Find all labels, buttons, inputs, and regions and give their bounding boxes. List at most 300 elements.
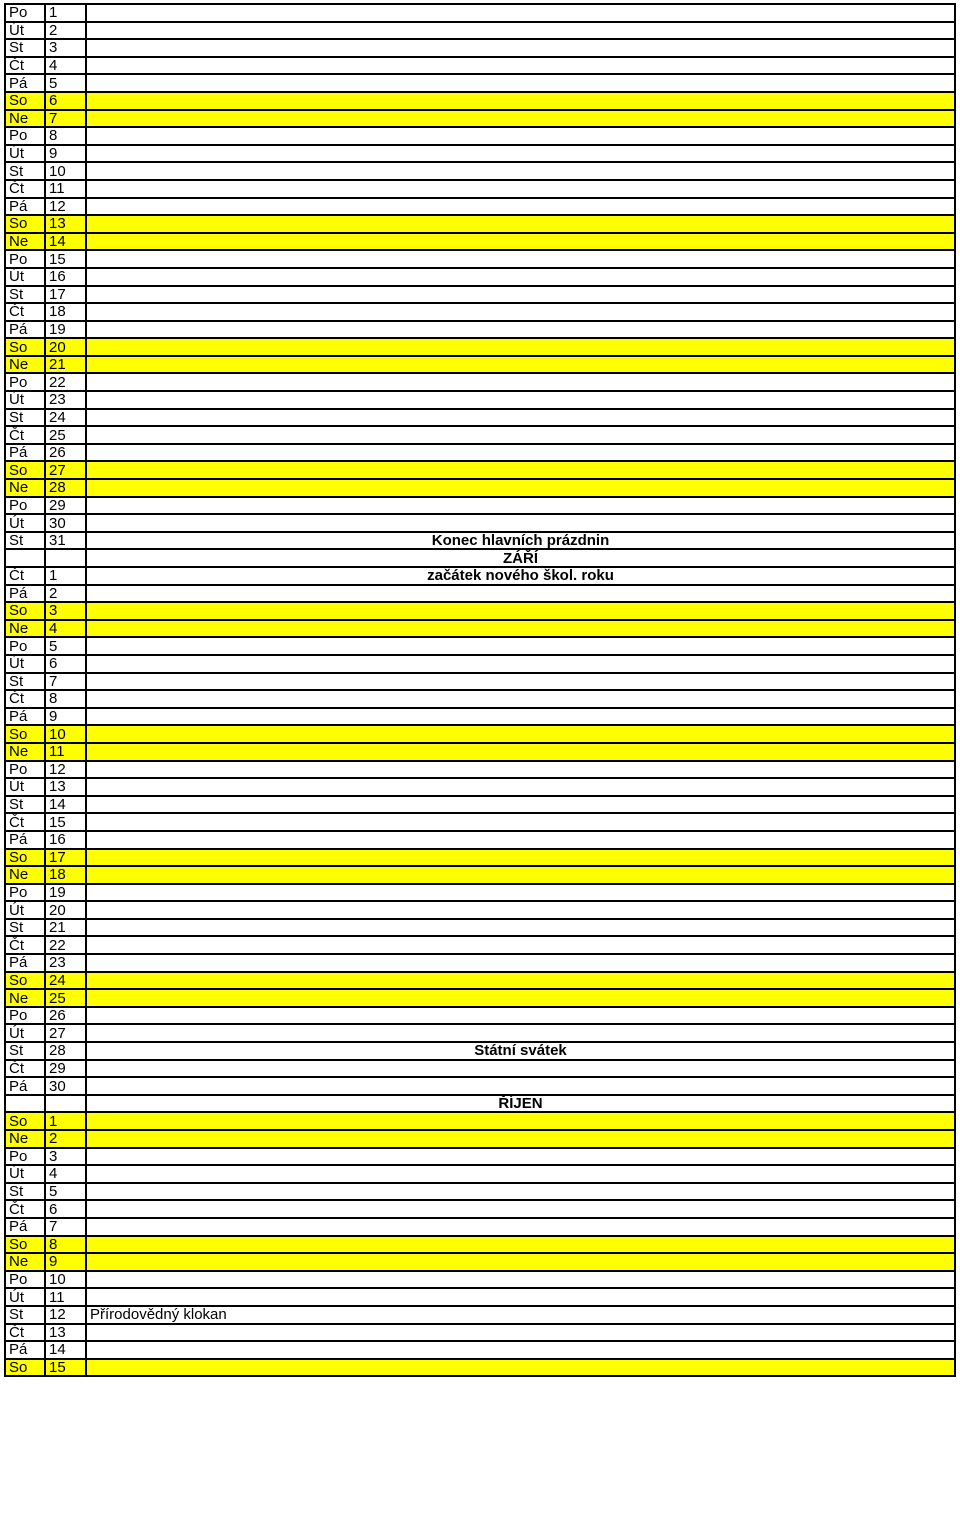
note-cell[interactable] <box>86 198 955 216</box>
weekday-cell[interactable]: Po <box>5 4 45 22</box>
date-cell[interactable]: 1 <box>45 1112 86 1130</box>
calendar-row <box>5 1112 955 1130</box>
note-cell[interactable] <box>86 39 955 57</box>
weekday-cell[interactable]: Út <box>5 1288 45 1306</box>
calendar-row <box>5 743 955 761</box>
date-cell[interactable]: 30 <box>45 514 86 532</box>
calendar-row <box>5 162 955 180</box>
weekday-cell[interactable]: So <box>5 1112 45 1130</box>
weekday-cell[interactable]: Út <box>5 1024 45 1042</box>
date-cell[interactable]: 7 <box>45 110 86 128</box>
calendar-row <box>5 338 955 356</box>
weekday-cell[interactable]: So <box>5 215 45 233</box>
calendar-row <box>5 4 955 22</box>
date-cell[interactable]: 4 <box>45 57 86 75</box>
weekday-cell[interactable]: So <box>5 1359 45 1377</box>
weekday-cell[interactable] <box>5 1095 45 1113</box>
weekday-cell[interactable]: Ne <box>5 356 45 374</box>
weekday-cell[interactable]: Čt <box>5 1324 45 1342</box>
note-cell[interactable] <box>86 373 955 391</box>
date-cell[interactable]: 10 <box>45 162 86 180</box>
calendar-row <box>5 391 955 409</box>
weekday-cell[interactable]: Pá <box>5 321 45 339</box>
date-cell[interactable]: 24 <box>45 409 86 427</box>
calendar-row <box>5 1253 955 1271</box>
note-cell[interactable] <box>86 585 955 603</box>
weekday-cell[interactable]: Út <box>5 778 45 796</box>
date-cell[interactable]: 12 <box>45 761 86 779</box>
weekday-cell[interactable]: St <box>5 1042 45 1060</box>
date-cell[interactable]: 9 <box>45 708 86 726</box>
note-cell[interactable] <box>86 690 955 708</box>
date-cell[interactable]: 27 <box>45 1024 86 1042</box>
note-cell[interactable] <box>86 4 955 22</box>
weekday-cell[interactable]: Pá <box>5 1077 45 1095</box>
calendar-row <box>5 373 955 391</box>
note-cell[interactable] <box>86 268 955 286</box>
weekday-cell[interactable]: St <box>5 162 45 180</box>
weekday-cell[interactable]: Pá <box>5 1341 45 1359</box>
date-cell[interactable]: 13 <box>45 215 86 233</box>
date-cell[interactable]: 2 <box>45 22 86 40</box>
weekday-cell[interactable]: Út <box>5 901 45 919</box>
calendar-row <box>5 1218 955 1236</box>
note-cell[interactable] <box>86 1112 955 1130</box>
weekday-cell[interactable]: Pá <box>5 74 45 92</box>
date-cell[interactable]: 9 <box>45 145 86 163</box>
date-cell[interactable]: 31 <box>45 532 86 550</box>
note-cell[interactable] <box>86 796 955 814</box>
weekday-cell[interactable]: So <box>5 849 45 867</box>
date-cell[interactable]: 3 <box>45 39 86 57</box>
calendar-row <box>5 673 955 691</box>
date-cell[interactable]: 6 <box>45 92 86 110</box>
calendar-row <box>5 936 955 954</box>
date-cell[interactable]: 11 <box>45 743 86 761</box>
weekday-cell[interactable]: St <box>5 1306 45 1324</box>
note-cell[interactable] <box>86 725 955 743</box>
weekday-cell[interactable]: St <box>5 919 45 937</box>
weekday-cell[interactable]: Ne <box>5 1253 45 1271</box>
weekday-cell[interactable]: Po <box>5 127 45 145</box>
date-cell[interactable]: 12 <box>45 198 86 216</box>
calendar-row <box>5 356 955 374</box>
date-cell[interactable]: 25 <box>45 989 86 1007</box>
note-cell[interactable] <box>86 338 955 356</box>
note-cell[interactable] <box>86 849 955 867</box>
weekday-cell[interactable]: So <box>5 338 45 356</box>
note-cell[interactable] <box>86 321 955 339</box>
date-cell[interactable]: 8 <box>45 690 86 708</box>
weekday-cell[interactable]: Čt <box>5 813 45 831</box>
note-cell[interactable] <box>86 391 955 409</box>
date-cell[interactable]: 3 <box>45 1148 86 1166</box>
note-cell[interactable] <box>86 831 955 849</box>
date-cell[interactable]: 17 <box>45 286 86 304</box>
date-cell[interactable]: 21 <box>45 919 86 937</box>
date-cell[interactable]: 19 <box>45 321 86 339</box>
calendar-row <box>5 1183 955 1201</box>
date-cell[interactable]: 17 <box>45 849 86 867</box>
calendar-row <box>5 620 955 638</box>
calendar-row <box>5 268 955 286</box>
calendar-row <box>5 532 955 550</box>
calendar-row <box>5 1060 955 1078</box>
weekday-cell[interactable]: Čt <box>5 57 45 75</box>
weekday-cell[interactable]: Pá <box>5 954 45 972</box>
date-cell[interactable]: 29 <box>45 1060 86 1078</box>
weekday-cell[interactable]: Pá <box>5 198 45 216</box>
weekday-cell[interactable]: Po <box>5 497 45 515</box>
calendar-row <box>5 637 955 655</box>
date-cell[interactable]: 18 <box>45 303 86 321</box>
note-cell[interactable] <box>86 1341 955 1359</box>
calendar-row <box>5 1200 955 1218</box>
weekday-cell[interactable]: So <box>5 602 45 620</box>
note-cell[interactable] <box>86 1007 955 1025</box>
weekday-cell[interactable]: Čt <box>5 1060 45 1078</box>
note-cell[interactable] <box>86 303 955 321</box>
date-cell[interactable]: 7 <box>45 1218 86 1236</box>
calendar-row <box>5 919 955 937</box>
weekday-cell[interactable]: St <box>5 532 45 550</box>
weekday-cell[interactable]: Čt <box>5 690 45 708</box>
calendar-row <box>5 585 955 603</box>
date-cell[interactable]: 13 <box>45 1324 86 1342</box>
note-cell[interactable] <box>86 602 955 620</box>
note-cell[interactable] <box>86 884 955 902</box>
weekday-cell[interactable]: So <box>5 725 45 743</box>
date-cell[interactable]: 25 <box>45 426 86 444</box>
calendar-row <box>5 461 955 479</box>
calendar-row <box>5 778 955 796</box>
calendar-row <box>5 690 955 708</box>
date-cell[interactable] <box>45 1095 86 1113</box>
date-cell[interactable]: 23 <box>45 954 86 972</box>
calendar-row <box>5 110 955 128</box>
weekday-cell[interactable]: So <box>5 1236 45 1254</box>
weekday-cell[interactable]: Út <box>5 655 45 673</box>
weekday-cell[interactable]: Ne <box>5 479 45 497</box>
note-cell[interactable]: ZÁŘÍ <box>86 549 955 567</box>
date-cell[interactable]: 4 <box>45 1165 86 1183</box>
note-cell[interactable] <box>86 92 955 110</box>
date-cell[interactable]: 6 <box>45 655 86 673</box>
date-cell[interactable]: 29 <box>45 497 86 515</box>
calendar-row <box>5 1306 955 1324</box>
calendar-row <box>5 761 955 779</box>
calendar-row <box>5 655 955 673</box>
weekday-cell[interactable]: Ne <box>5 743 45 761</box>
weekday-cell[interactable]: Út <box>5 268 45 286</box>
calendar-row <box>5 1359 955 1377</box>
weekday-cell[interactable]: Po <box>5 1148 45 1166</box>
note-cell[interactable] <box>86 1183 955 1201</box>
note-cell[interactable]: Státní svátek <box>86 1042 955 1060</box>
weekday-cell[interactable]: Út <box>5 391 45 409</box>
weekday-cell[interactable]: Čt <box>5 567 45 585</box>
note-cell[interactable] <box>86 497 955 515</box>
weekday-cell[interactable]: St <box>5 286 45 304</box>
calendar-row <box>5 303 955 321</box>
date-cell[interactable]: 4 <box>45 620 86 638</box>
weekday-cell[interactable]: Ne <box>5 233 45 251</box>
note-cell[interactable] <box>86 215 955 233</box>
note-cell[interactable] <box>86 1271 955 1289</box>
calendar-row <box>5 549 955 567</box>
date-cell[interactable]: 2 <box>45 585 86 603</box>
date-cell[interactable]: 5 <box>45 637 86 655</box>
weekday-cell[interactable]: Út <box>5 1165 45 1183</box>
date-cell[interactable]: 28 <box>45 1042 86 1060</box>
note-cell[interactable] <box>86 1165 955 1183</box>
note-cell[interactable] <box>86 74 955 92</box>
note-cell[interactable] <box>86 426 955 444</box>
note-cell[interactable]: Konec hlavních prázdnin <box>86 532 955 550</box>
calendar-row <box>5 39 955 57</box>
calendar-row <box>5 497 955 515</box>
calendar-row <box>5 972 955 990</box>
note-cell[interactable] <box>86 1148 955 1166</box>
note-cell[interactable] <box>86 1236 955 1254</box>
note-cell[interactable] <box>86 162 955 180</box>
date-cell[interactable]: 7 <box>45 673 86 691</box>
date-cell[interactable]: 12 <box>45 1306 86 1324</box>
weekday-cell[interactable]: Ne <box>5 110 45 128</box>
note-cell[interactable] <box>86 620 955 638</box>
date-cell[interactable]: 1 <box>45 4 86 22</box>
date-cell[interactable]: 18 <box>45 866 86 884</box>
note-cell[interactable]: začátek nového škol. roku <box>86 567 955 585</box>
calendar-row <box>5 602 955 620</box>
note-cell[interactable] <box>86 233 955 251</box>
weekday-cell[interactable]: Ne <box>5 1130 45 1148</box>
date-cell[interactable]: 6 <box>45 1200 86 1218</box>
calendar-row <box>5 1077 955 1095</box>
date-cell[interactable]: 20 <box>45 338 86 356</box>
date-cell[interactable]: 20 <box>45 901 86 919</box>
calendar-row <box>5 1324 955 1342</box>
date-cell[interactable]: 27 <box>45 461 86 479</box>
note-cell[interactable] <box>86 708 955 726</box>
note-cell[interactable]: Přírodovědný klokan <box>86 1306 955 1324</box>
date-cell[interactable]: 14 <box>45 1341 86 1359</box>
note-cell[interactable] <box>86 180 955 198</box>
weekday-cell[interactable]: Po <box>5 884 45 902</box>
weekday-cell[interactable]: Po <box>5 761 45 779</box>
date-cell[interactable]: 5 <box>45 1183 86 1201</box>
date-cell[interactable]: 28 <box>45 479 86 497</box>
note-cell[interactable] <box>86 989 955 1007</box>
weekday-cell[interactable]: Po <box>5 637 45 655</box>
weekday-cell[interactable]: Pá <box>5 708 45 726</box>
note-cell[interactable] <box>86 1077 955 1095</box>
weekday-cell[interactable]: Pá <box>5 831 45 849</box>
weekday-cell[interactable] <box>5 549 45 567</box>
weekday-cell[interactable]: Po <box>5 250 45 268</box>
note-cell[interactable] <box>86 356 955 374</box>
weekday-cell[interactable]: St <box>5 409 45 427</box>
note-cell[interactable] <box>86 444 955 462</box>
weekday-cell[interactable]: Út <box>5 514 45 532</box>
calendar-row <box>5 426 955 444</box>
weekday-cell[interactable]: Pá <box>5 1218 45 1236</box>
note-cell[interactable] <box>86 57 955 75</box>
calendar-row <box>5 954 955 972</box>
calendar-row <box>5 1042 955 1060</box>
note-cell[interactable] <box>86 1253 955 1271</box>
date-cell[interactable]: 11 <box>45 1288 86 1306</box>
note-cell[interactable] <box>86 919 955 937</box>
date-cell[interactable] <box>45 549 86 567</box>
date-cell[interactable]: 23 <box>45 391 86 409</box>
calendar-row <box>5 92 955 110</box>
calendar-row <box>5 145 955 163</box>
calendar-row <box>5 884 955 902</box>
note-cell[interactable] <box>86 110 955 128</box>
date-cell[interactable]: 26 <box>45 444 86 462</box>
date-cell[interactable]: 30 <box>45 1077 86 1095</box>
date-cell[interactable]: 16 <box>45 268 86 286</box>
calendar-row <box>5 708 955 726</box>
weekday-cell[interactable]: Po <box>5 373 45 391</box>
note-cell[interactable] <box>86 409 955 427</box>
calendar-row <box>5 1024 955 1042</box>
calendar-row <box>5 198 955 216</box>
weekday-cell[interactable]: Ne <box>5 866 45 884</box>
weekday-cell[interactable]: Po <box>5 1271 45 1289</box>
weekday-cell[interactable]: Út <box>5 22 45 40</box>
calendar-row <box>5 233 955 251</box>
note-cell[interactable] <box>86 972 955 990</box>
calendar-row <box>5 74 955 92</box>
note-cell[interactable] <box>86 1218 955 1236</box>
note-cell[interactable] <box>86 1288 955 1306</box>
weekday-cell[interactable]: Čt <box>5 1200 45 1218</box>
date-cell[interactable]: 22 <box>45 373 86 391</box>
weekday-cell[interactable]: Ne <box>5 620 45 638</box>
date-cell[interactable]: 26 <box>45 1007 86 1025</box>
note-cell[interactable] <box>86 866 955 884</box>
note-cell[interactable] <box>86 286 955 304</box>
note-cell[interactable] <box>86 761 955 779</box>
weekday-cell[interactable]: Čt <box>5 180 45 198</box>
date-cell[interactable]: 19 <box>45 884 86 902</box>
weekday-cell[interactable]: Ne <box>5 989 45 1007</box>
date-cell[interactable]: 13 <box>45 778 86 796</box>
date-cell[interactable]: 8 <box>45 1236 86 1254</box>
note-cell[interactable] <box>86 655 955 673</box>
date-cell[interactable]: 16 <box>45 831 86 849</box>
date-cell[interactable]: 21 <box>45 356 86 374</box>
weekday-cell[interactable]: Čt <box>5 936 45 954</box>
date-cell[interactable]: 9 <box>45 1253 86 1271</box>
calendar-row <box>5 1007 955 1025</box>
calendar-row <box>5 409 955 427</box>
note-cell[interactable] <box>86 901 955 919</box>
date-cell[interactable]: 10 <box>45 1271 86 1289</box>
calendar-row <box>5 444 955 462</box>
calendar-row <box>5 1341 955 1359</box>
weekday-cell[interactable]: Po <box>5 1007 45 1025</box>
note-cell[interactable] <box>86 250 955 268</box>
date-cell[interactable]: 15 <box>45 1359 86 1377</box>
note-cell[interactable] <box>86 1200 955 1218</box>
calendar-row <box>5 849 955 867</box>
date-cell[interactable]: 14 <box>45 233 86 251</box>
calendar-row <box>5 479 955 497</box>
note-cell[interactable] <box>86 145 955 163</box>
note-cell[interactable] <box>86 954 955 972</box>
date-cell[interactable]: 22 <box>45 936 86 954</box>
note-cell[interactable] <box>86 22 955 40</box>
weekday-cell[interactable]: Pá <box>5 585 45 603</box>
date-cell[interactable]: 10 <box>45 725 86 743</box>
date-cell[interactable]: 8 <box>45 127 86 145</box>
calendar-row <box>5 286 955 304</box>
note-cell[interactable]: ŘÍJEN <box>86 1095 955 1113</box>
weekday-cell[interactable]: Čt <box>5 426 45 444</box>
note-cell[interactable] <box>86 1060 955 1078</box>
note-cell[interactable] <box>86 813 955 831</box>
date-cell[interactable]: 24 <box>45 972 86 990</box>
calendar-row <box>5 866 955 884</box>
note-cell[interactable] <box>86 1359 955 1377</box>
note-cell[interactable] <box>86 461 955 479</box>
weekday-cell[interactable]: Út <box>5 145 45 163</box>
note-cell[interactable] <box>86 637 955 655</box>
calendar-rows <box>5 4 955 1376</box>
note-cell[interactable] <box>86 479 955 497</box>
note-cell[interactable] <box>86 778 955 796</box>
date-cell[interactable]: 15 <box>45 813 86 831</box>
weekday-cell[interactable]: So <box>5 92 45 110</box>
date-cell[interactable]: 14 <box>45 796 86 814</box>
calendar-row <box>5 22 955 40</box>
date-cell[interactable]: 11 <box>45 180 86 198</box>
weekday-cell[interactable]: St <box>5 673 45 691</box>
note-cell[interactable] <box>86 127 955 145</box>
note-cell[interactable] <box>86 1324 955 1342</box>
calendar-row <box>5 250 955 268</box>
weekday-cell[interactable]: Pá <box>5 444 45 462</box>
calendar-row <box>5 796 955 814</box>
date-cell[interactable]: 15 <box>45 250 86 268</box>
calendar-row <box>5 1288 955 1306</box>
calendar-row <box>5 813 955 831</box>
calendar-row <box>5 1236 955 1254</box>
weekday-cell[interactable]: St <box>5 39 45 57</box>
weekday-cell[interactable]: So <box>5 461 45 479</box>
date-cell[interactable]: 2 <box>45 1130 86 1148</box>
note-cell[interactable] <box>86 514 955 532</box>
date-cell[interactable]: 1 <box>45 567 86 585</box>
calendar-row <box>5 831 955 849</box>
calendar-row <box>5 1130 955 1148</box>
weekday-cell[interactable]: St <box>5 796 45 814</box>
note-cell[interactable] <box>86 673 955 691</box>
note-cell[interactable] <box>86 936 955 954</box>
note-cell[interactable] <box>86 1130 955 1148</box>
weekday-cell[interactable]: Čt <box>5 303 45 321</box>
note-cell[interactable] <box>86 743 955 761</box>
weekday-cell[interactable]: St <box>5 1183 45 1201</box>
weekday-cell[interactable]: So <box>5 972 45 990</box>
calendar-row <box>5 1148 955 1166</box>
date-cell[interactable]: 5 <box>45 74 86 92</box>
date-cell[interactable]: 3 <box>45 602 86 620</box>
note-cell[interactable] <box>86 1024 955 1042</box>
